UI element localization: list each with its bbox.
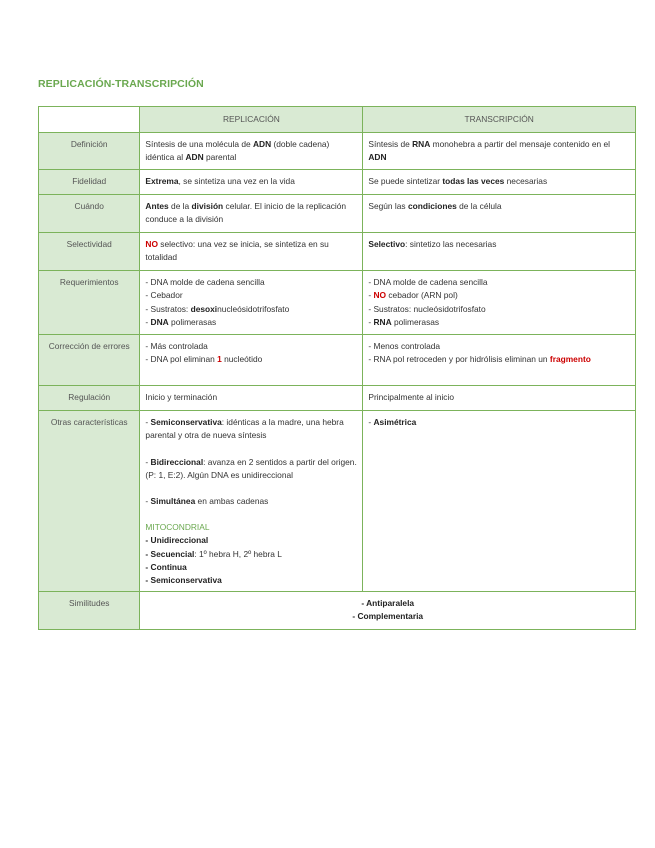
header-empty xyxy=(39,107,140,133)
page-title: REPLICACIÓN-TRANSCRIPCIÓN xyxy=(38,78,204,90)
cell-replicacion: - Más controlada - DNA pol eliminan 1 nucleótido xyxy=(140,335,363,386)
row-label: Cuándo xyxy=(39,195,140,233)
row-label: Fidelidad xyxy=(39,170,140,195)
header-replicacion: REPLICACIÓN xyxy=(140,107,363,133)
cell-transcripcion: Principalmente al inicio xyxy=(363,386,636,411)
row-definicion xyxy=(39,133,636,170)
cell-replicacion: Inicio y terminación xyxy=(140,386,363,411)
header-transcripcion: TRANSCRIPCIÓN xyxy=(363,107,636,133)
row-requerimientos xyxy=(39,271,636,335)
row-selectividad xyxy=(39,233,636,271)
cell-replicacion: Antes de la división celular. El inicio de la replicación conduce a la división xyxy=(140,195,363,233)
row-otras xyxy=(39,411,636,592)
row-correccion xyxy=(39,335,636,386)
row-label: Selectividad xyxy=(39,233,140,271)
row-label: Similitudes xyxy=(39,592,140,630)
row-label: Otras características xyxy=(39,411,140,592)
row-label: Definición xyxy=(39,133,140,170)
row-label: Regulación xyxy=(39,386,140,411)
cell-similitudes: - Antiparalela - Complementaria xyxy=(140,592,636,630)
cell-transcripcion: Selectivo: sintetizo las necesarias xyxy=(363,233,636,271)
cell-replicacion: Extrema, se sintetiza una vez en la vida xyxy=(140,170,363,195)
cell-transcripcion: - Asimétrica xyxy=(363,411,636,592)
cell-transcripcion: - Menos controlada - RNA pol retroceden y por hidrólisis eliminan un fragmento xyxy=(363,335,636,386)
row-label: Requerimientos xyxy=(39,271,140,335)
header-row xyxy=(39,107,636,133)
cell-transcripcion: Síntesis de RNA monohebra a partir del mensaje contenido en el ADN xyxy=(363,133,636,170)
cell-transcripcion: - DNA molde de cadena sencilla - NO cebador (ARN pol) - Sustratos: nucleósidotrifosfato - RNA polimerasas xyxy=(363,271,636,335)
cell-replicacion: - Semiconservativa: idénticas a la madre, una hebra parental y otra de nueva síntesis - Bidireccional: avanza en 2 sentidos a partir del origen. (P: 1, E:2). Algún DNA es unidireccional - Simultánea en ambas cadenas MITOCONDRIAL - Unidireccional - Secuencial: 1º hebra H, 2º hebra L - Continua - Semiconservativa xyxy=(140,411,363,592)
row-label: Corrección de errores xyxy=(39,335,140,386)
cell-transcripcion: Según las condiciones de la célula xyxy=(363,195,636,233)
comparison-table xyxy=(38,106,636,630)
cell-replicacion: NO selectivo: una vez se inicia, se sintetiza en su totalidad xyxy=(140,233,363,271)
row-fidelidad xyxy=(39,170,636,195)
row-regulacion xyxy=(39,386,636,411)
cell-replicacion: - DNA molde de cadena sencilla - Cebador - Sustratos: desoxinucleósidotrifosfato - DNA polimerasas xyxy=(140,271,363,335)
cell-transcripcion: Se puede sintetizar todas las veces necesarias xyxy=(363,170,636,195)
mitocondrial-heading: MITOCONDRIAL xyxy=(145,522,210,533)
row-similitudes xyxy=(39,592,636,630)
row-cuando xyxy=(39,195,636,233)
cell-replicacion: Síntesis de una molécula de ADN (doble cadena) idéntica al ADN parental xyxy=(140,133,363,170)
